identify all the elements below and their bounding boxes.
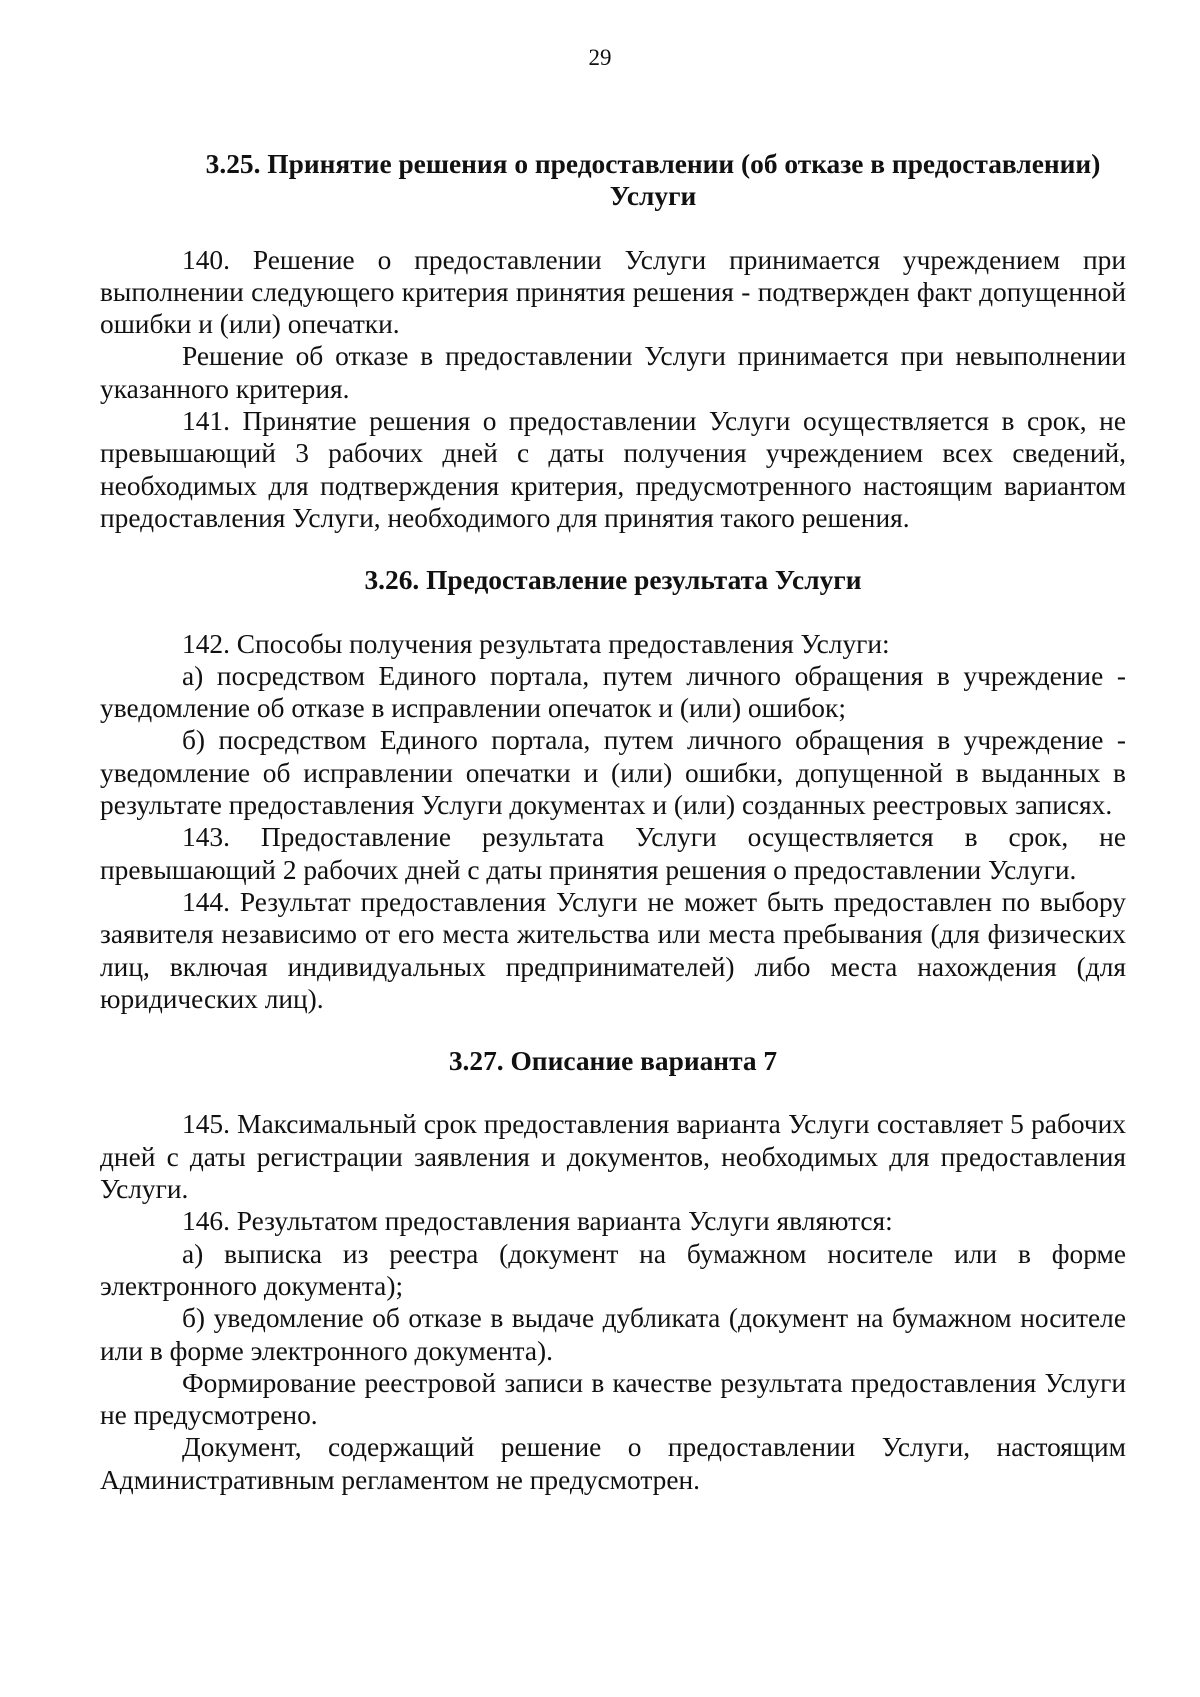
page-number: 29 [588,45,612,70]
paragraph-144: 144. Результат предоставления Услуги не может быть предоставлен по выбору заявителя независимо от его места жительства или места пребывания (для физических лиц, включая индивидуальных предпринимателей) либо места нахождения (для юридических лиц). [100,886,1126,1014]
section-3-25-heading-line1: 3.25. Принятие решения о предоставлении (об отказе в предоставлении) [205,149,1101,179]
paragraph-142-a: а) посредством Единого портала, путем личного обращения в учреждение - уведомление об отказе в исправлении опечаток и (или) ошибок; [100,660,1126,724]
paragraph-146-a: а) выписка из реестра (документ на бумажном носителе или в форме электронного документа); [100,1238,1126,1301]
section-3-26-heading: 3.26. Предоставление результата Услуги [364,565,862,596]
section-3-26 [100,564,1126,1015]
section-3-27 [100,1045,1126,1496]
paragraph-registry-record: Формирование реестровой записи в качестве результата предоставления Услуги не предусмотрено. [100,1367,1126,1431]
paragraph-142-b: б) посредством Единого портала, путем личного обращения в учреждение - уведомление об исправлении опечатки и (или) ошибки, допущенной в выданных в результате предоставления Услуги документах и (или) созданных реестровых записях. [100,725,1126,821]
paragraph-141: 141. Принятие решения о предоставлении Услуги осуществляется в срок, не превышающий 3 рабочих дней с даты получения учреждением всех сведений, необходимых для подтверждения критерия, предусмотренного настоящим вариантом предоставления Услуги, необходимого для принятия такого решения. [100,406,1126,533]
paragraph-142: 142. Способы получения результата предоставления Услуги: [182,628,890,659]
paragraph-decision-document: Документ, содержащий решение о предоставлении Услуги, настоящим Административным регламентом не предусмотрен. [100,1432,1126,1495]
paragraph-146-b: б) уведомление об отказе в выдаче дубликата (документ на бумажном носителе или в форме электронного документа). [100,1303,1126,1366]
paragraph-143: 143. Предоставление результата Услуги осуществляется в срок, не превышающий 2 рабочих дней с даты принятия решения о предоставлении Услуги. [100,822,1126,885]
section-3-25-heading [100,148,1126,213]
paragraph-140-refusal: Решение об отказе в предоставлении Услуги принимается при невыполнении указанного критерия. [100,341,1126,404]
paragraph-145: 145. Максимальный срок предоставления варианта Услуги составляет 5 рабочих дней с даты регистрации заявления и документов, необходимых для предоставления Услуги. [100,1109,1126,1205]
section-3-25-heading-line2: Услуги [609,181,697,212]
section-3-25 [100,148,1126,534]
paragraph-140: 140. Решение о предоставлении Услуги принимается учреждением при выполнении следующего критерия принятия решения - подтвержден факт допущенной ошибки и (или) опечатки. [100,244,1126,340]
document-body [100,148,1126,1496]
paragraph-146: 146. Результатом предоставления варианта Услуги являются: [182,1206,893,1237]
section-3-27-heading: 3.27. Описание варианта 7 [448,1046,778,1077]
